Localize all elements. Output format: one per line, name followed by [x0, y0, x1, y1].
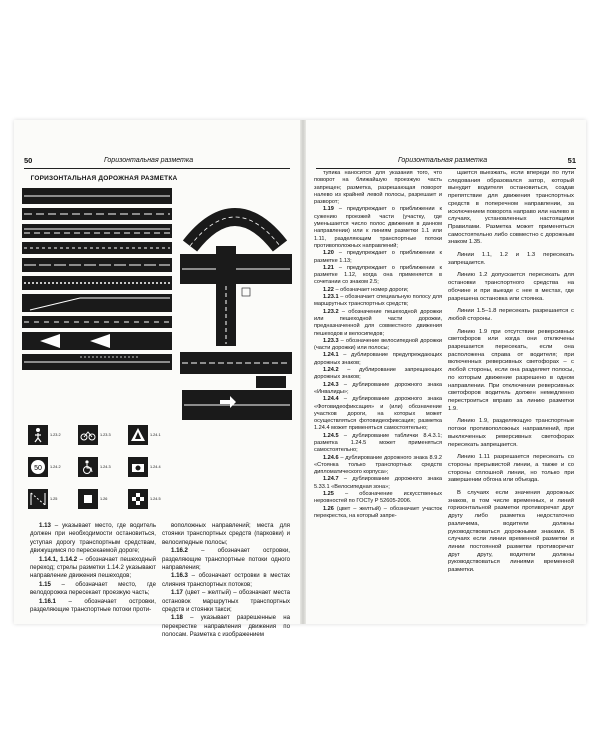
paragraph: 1.26 (цвет – желтый) – обозначает участок перекрестка, на который запре- [314, 505, 442, 519]
paragraph: 1.24.3 – дублирование дорожного знака «Инвалиды»; [314, 381, 442, 395]
checker-icon [128, 489, 161, 509]
sign-label: 1.26 [100, 497, 108, 501]
paragraph: 1.24.4 – дублирование дорожного знака «Фотовидеофиксация» и (или) обозначение участков дороги, на которых может осуществляться фотовидеофиксация; разметка 1.24.4 может применяться самостоятельно; [314, 396, 442, 432]
running-header [24, 156, 290, 169]
page-number: 51 [567, 156, 576, 165]
paragraph: 1.22 – обозначает номер дороги; [323, 286, 409, 293]
svg-text:50: 50 [34, 465, 42, 472]
paragraph: Линию 1.9 при отсутствии реверсивных светофоров или когда они отключены разрешается пересекать, если она расположена справа от водителя; при включенных реверсивных светофорах – с любой стороны, если она разделяет полосы, по которым движение разрешено в одном направлении. При отключении реверсивных светофоров водитель должен немедленно перестроиться вправо за линию разметки 1.9. [448, 328, 574, 412]
speed-bump-icon [28, 489, 58, 509]
paragraph: 1.18 – указывает разрешенные на перекрестке направления движения по полосам. Разметка с изображением [162, 614, 290, 639]
right-page [306, 120, 586, 624]
pedestrian-icon [28, 425, 61, 445]
sign-label: 1.23.3 [100, 433, 111, 437]
speed-limit-icon [28, 457, 61, 477]
sign-label: 1.24.5 [150, 497, 161, 501]
paragraph: В случаях если значения дорожных знаков, в том числе временных, и линий горизонтальной разметки противоречат друг другу либо разметка недостаточно различима, водители должны руководствоваться дорожными знаками. В случаях если линии временной разметки и линии постоянной разметки противоречат друг другу, водители должны руководствоваться линиями временной разметки. [448, 490, 574, 574]
sign-label: 1.23.2 [50, 433, 61, 437]
paragraph: 1.17 (цвет – желтый) – обозначает места остановок маршрутных транспортных средств и стоянки такси; [162, 589, 290, 614]
paragraph: 1.16.3 – обозначает островки в местах слияния транспортных потоков; [162, 572, 290, 588]
paragraph: Линию 1.11 разрешается пересекать со стороны прерывистой линии, а также и со стороны сплошной линии, но только при завершении обгона или объезда. [448, 454, 574, 484]
running-title: Горизонтальная разметка [104, 157, 194, 164]
running-title: Горизонтальная разметка [398, 157, 488, 164]
paragraph: 1.20 – предупреждает о приближении к разметке 1.13; [314, 250, 442, 264]
running-header [316, 156, 576, 169]
camera-icon [128, 457, 161, 477]
paragraph: 1.25 – обозначение искусственных неровностей по ГОСТу Р 52605-2006. [314, 491, 442, 505]
sign-label: 1.24.1 [150, 433, 161, 437]
paragraph: Линию 1.2 допускается пересекать для остановки транспортного средства на обочине и при выезде с нее в местах, где разрешена остановка или стоянка. [448, 272, 574, 302]
bicycle-icon [78, 425, 111, 445]
paragraph: щается выезжать, если впереди по пути следования образовался затор, который вынудит водителя остановиться, создав препятствие для движения транспортных средств в поперечном направлении, за исключением поворота направо или налево в случаях, установленных настоящими Правилами. Разметка может применяться самостоятельно либо совместно с дорожным знаком 1.35. [448, 170, 574, 246]
wheelchair-icon [78, 457, 111, 477]
paragraph: 1.16.1 – обозначает островки, разделяющие транспортные потоки проти- [30, 597, 156, 614]
paragraph: воположных направлений; места для стоянки транспортных средств (парковки) и велосипедные полосы; [162, 522, 290, 546]
paragraph: 1.21 – предупреждает о приближении к разметке 1.12, когда она применяется в сочетании со знаком 2.5; [314, 264, 442, 286]
paragraph: 1.19 – предупреждает о приближении к сужению проезжей части (участку, где уменьшается число полос движения в данном направлении) или к линиям разметки 1.1 или 1.11, разделяющим транспортные потоки противоположных направлений; [314, 206, 442, 249]
warning-triangle-icon [128, 425, 161, 445]
paragraph: 1.14.1, 1.14.2 – обозначает пешеходный переход; стрелы разметки 1.14.2 указывают направление движения пешеходов; [30, 555, 156, 580]
paragraph: Линии 1.5–1.8 пересекать разрешается с любой стороны. [448, 308, 574, 322]
paragraph: 1.23.3 – обозначение велосипедной дорожки (части дорожки) или полосы; [314, 337, 442, 352]
paragraph: тупика наносится для указания того, что поворот на ближайшую проезжую часть запрещен; разметка, разрешающая поворот налево из крайней левой полосы, разрешает и разворот; [314, 170, 442, 206]
lane-strips [22, 188, 172, 370]
intersection-scheme [180, 217, 292, 420]
paragraph: 1.23.1 – обозначает специальную полосу для маршрутных транспортных средств; [314, 294, 442, 308]
text-column-left-1 [30, 522, 156, 614]
left-page [14, 120, 300, 639]
text-column-right-2 [448, 170, 574, 575]
box-junction-icon [78, 489, 108, 509]
paragraph: 1.16.2 – обозначает островки, разделяющие транспортные потоки одного направления; [162, 547, 290, 572]
sign-label: 1.24.4 [150, 465, 161, 469]
figure-title: ГОРИЗОНТАЛЬНАЯ ДОРОЖНАЯ РАЗМЕТКА [30, 175, 178, 182]
paragraph: 1.23.2 – обозначение пешеходной дорожки или пешеходной части дорожки, предназначенной для совместного движения пешеходов и велосипедов; [314, 308, 442, 337]
sign-label: 1.24.2 [50, 465, 61, 469]
paragraph: Линии 1.1, 1.2 и 1.3 пересекать запрещается. [448, 252, 574, 266]
page-number: 50 [24, 156, 33, 165]
sign-label: 1.24.3 [100, 465, 111, 469]
paragraph: 1.24.6 – дублирование дорожного знака 8.9.2 «Стоянка только транспортных средств дипломатического корпуса»; [314, 454, 442, 476]
book-spread [14, 120, 586, 639]
paragraph: 1.24.7 – дублирование дорожного знака 5.33.1 «Велосипедная зона»; [314, 476, 442, 490]
text-column-left-2 [162, 522, 290, 640]
paragraph: Линию 1.9, разделяющую транспортные потоки противоположных направлений, при выключенных реверсивных светофорах пересекать запрещается. [448, 418, 574, 448]
paragraph: 1.24.2 – дублирование запрещающих дорожных знаков; [314, 367, 442, 381]
text-column-right-1 [314, 170, 442, 520]
paragraph: 1.24.1 – дублирование предупреждающих дорожных знаков; [314, 352, 442, 366]
paragraph: 1.15 – обозначает место, где велодорожка пересекает проезжую часть; [30, 580, 156, 597]
sign-label: 1.25 [50, 497, 58, 501]
paragraph: 1.13 – указывает место, где водитель должен при необходимости остановиться, уступая дорогу транспортным средствам, движущимся по пересекаемой дороге; [30, 522, 156, 555]
paragraph: 1.24.5 – дублирование таблички 8.4.3.1; разметка 1.24.5 может применяться самостоятельно; [314, 432, 442, 454]
road-marking-diagram [20, 186, 294, 424]
